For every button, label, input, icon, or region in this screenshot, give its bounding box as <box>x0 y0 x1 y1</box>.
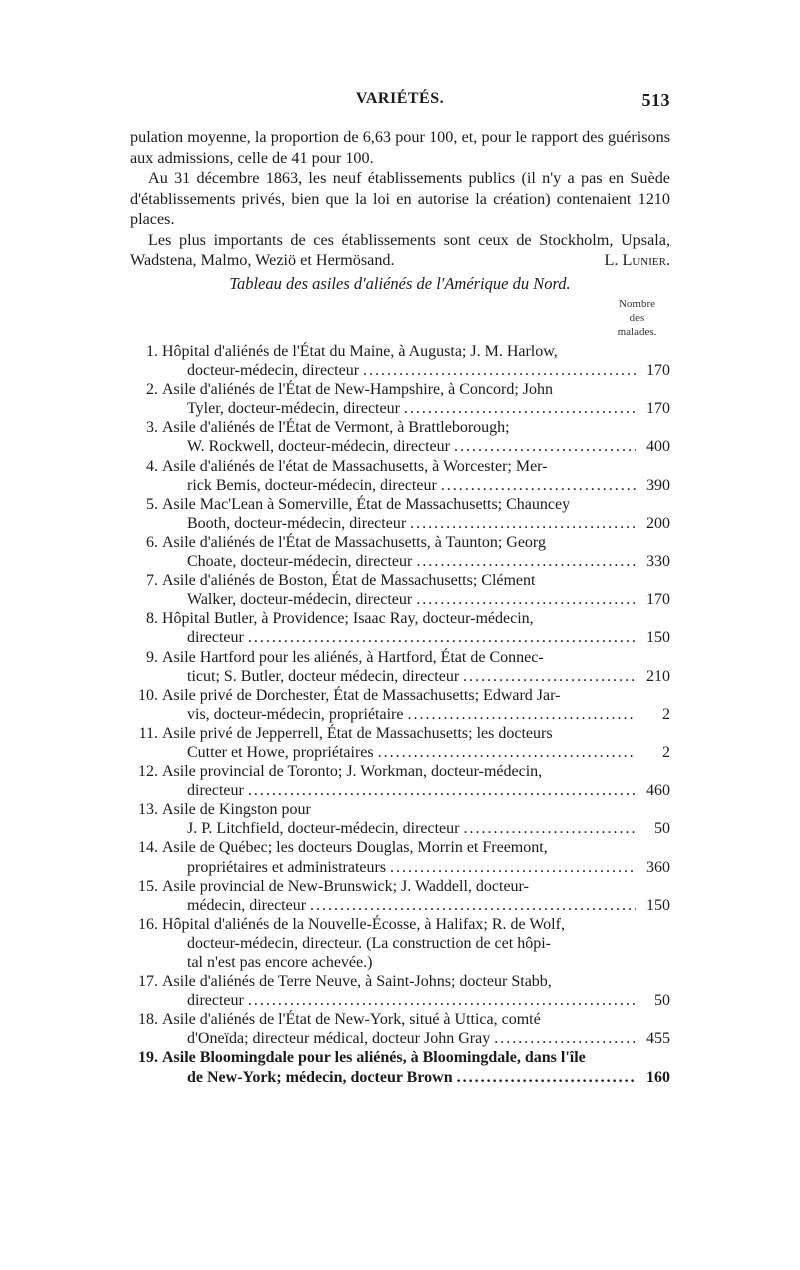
entry-text: directeur <box>187 629 244 647</box>
entry-last-line <box>162 743 670 762</box>
entry-text: Hôpital Butler, à Providence; Isaac Ray, docteur-médecin, <box>162 610 534 628</box>
entry-number: 7. <box>146 572 158 590</box>
entry-number: 14. <box>138 839 158 857</box>
patient-count: 360 <box>646 858 670 876</box>
list-item <box>130 342 670 380</box>
entry-text: rick Bemis, docteur-médecin, directeur <box>187 476 437 494</box>
entry-text: Asile Mac'Lean à Somerville, État de Massachusetts; Chauncey <box>162 495 571 513</box>
entry-text: ticut; S. Butler, docteur médecin, directeur <box>187 667 460 685</box>
entry-number: 10. <box>138 686 158 704</box>
entry-text: Asile d'aliénés de Boston, État de Massachusetts; Clément <box>162 572 536 590</box>
column-header-line: malades. <box>617 326 657 338</box>
list-item <box>130 762 670 800</box>
entry-last-line <box>162 628 670 647</box>
entry-last-line <box>162 667 670 686</box>
patient-count: 150 <box>646 629 670 647</box>
entry-text: tal n'est pas encore achevée.) <box>187 954 373 971</box>
column-header-line: Nombre <box>618 298 656 310</box>
asylum-list <box>130 342 670 1087</box>
patient-count: 460 <box>646 782 670 800</box>
list-item <box>130 609 670 647</box>
entry-text: Asile Bloomingdale pour les aliénés, à Bloomingdale, dans l'île <box>162 1049 586 1067</box>
leader-dots <box>441 476 636 495</box>
patient-count: 2 <box>662 705 670 723</box>
leader-dots <box>248 781 636 800</box>
list-item <box>130 972 670 1010</box>
entry-last-line <box>162 1029 670 1048</box>
leader-dots <box>310 896 636 915</box>
entry-number: 4. <box>146 457 158 475</box>
entry-text: Asile de Québec; les docteurs Douglas, Morrin et Freemont, <box>162 839 548 857</box>
entry-number: 16. <box>138 915 158 933</box>
list-item <box>130 838 670 876</box>
leader-dots <box>248 628 636 647</box>
entry-text: Asile provincial de Toronto; J. Workman, docteur-médecin, <box>162 763 543 781</box>
leader-dots <box>407 705 636 724</box>
patient-count: 160 <box>646 1068 670 1086</box>
entry-text: médecin, directeur <box>187 896 307 914</box>
list-item <box>130 800 670 838</box>
leader-dots <box>390 858 636 877</box>
entry-last-line <box>162 399 670 418</box>
column-header <box>602 297 672 339</box>
paragraph-text: Les plus importants de ces établissements sont ceux de Stockholm, Upsala, Wadstena, Malmo, Weziö et Hermösand. <box>130 230 670 269</box>
entry-text: Cutter et Howe, propriétaires <box>187 743 374 761</box>
entry-last-line <box>162 896 670 915</box>
patient-count: 50 <box>654 992 670 1010</box>
entry-number: 15. <box>138 877 158 895</box>
column-header-line: des <box>629 312 645 324</box>
entry-text: Asile d'aliénés de l'État de Massachusetts, à Taunton; Georg <box>162 533 546 551</box>
entry-last-line <box>162 514 670 533</box>
list-item <box>130 533 670 571</box>
entry-text: Walker, docteur-médecin, directeur <box>187 591 413 609</box>
leader-dots <box>404 399 636 418</box>
author-signature: L. Lunier. <box>604 251 670 269</box>
entry-last-line <box>162 705 670 724</box>
list-item <box>130 686 670 724</box>
running-title: VARIÉTÉS. <box>355 90 445 107</box>
entry-text: docteur-médecin, directeur. (La construction de cet hôpi- <box>187 934 551 952</box>
leader-dots <box>463 667 636 686</box>
entry-last-line <box>162 437 670 456</box>
leader-dots <box>363 361 636 380</box>
list-item <box>130 724 670 762</box>
table-title: Tableau des asiles d'aliénés de l'Amérique du Nord. <box>229 274 571 293</box>
entry-number: 18. <box>138 1011 158 1029</box>
entry-number: 2. <box>146 381 158 399</box>
entry-last-line <box>162 476 670 495</box>
running-head <box>130 90 670 114</box>
list-item <box>130 877 670 915</box>
page-number: 513 <box>641 90 670 110</box>
entry-number: 17. <box>138 973 158 991</box>
entry-text: Asile de Kingston pour <box>162 801 311 819</box>
entry-number: 3. <box>146 419 158 437</box>
patient-count: 210 <box>646 667 670 685</box>
entry-number: 8. <box>146 610 158 628</box>
entry-text: Asile d'aliénés de Terre Neuve, à Saint-Johns; docteur Stabb, <box>162 973 552 991</box>
leader-dots <box>457 1068 636 1087</box>
patient-count: 2 <box>662 743 670 761</box>
entry-text: Choate, docteur-médecin, directeur <box>187 553 413 571</box>
list-item <box>130 457 670 495</box>
patient-count: 170 <box>646 591 670 609</box>
leader-dots <box>416 590 636 609</box>
patient-count: 400 <box>646 438 670 456</box>
entry-number: 12. <box>138 763 158 781</box>
entry-number: 1. <box>146 343 158 360</box>
entry-text: Hôpital d'aliénés de l'État du Maine, à Augusta; J. M. Harlow, <box>162 343 558 360</box>
entry-last-line <box>162 819 670 838</box>
list-item <box>130 648 670 686</box>
list-item <box>130 1010 670 1048</box>
patient-count: 390 <box>646 476 670 494</box>
entry-number: 11. <box>138 724 158 742</box>
list-item <box>130 915 670 972</box>
entry-number: 5. <box>146 495 158 513</box>
entry-number: 6. <box>146 533 158 551</box>
leader-dots <box>416 552 636 571</box>
patient-count: 200 <box>646 514 670 532</box>
patient-count: 50 <box>654 820 670 838</box>
entry-last-line <box>162 552 670 571</box>
list-item <box>130 1048 670 1086</box>
paragraph <box>130 230 670 271</box>
body-text <box>130 127 670 271</box>
entry-text: W. Rockwell, docteur-médecin, directeur <box>187 438 450 456</box>
entry-text: Asile privé de Jepperrell, État de Massachusetts; les docteurs <box>162 724 553 742</box>
entry-text: Asile d'aliénés de l'État de New-Hampshire, à Concord; John <box>162 381 553 399</box>
paragraph: Au 31 décembre 1863, les neuf établissements publics (il n'y a pas en Suède d'établissements privés, bien que la loi en autorise la création) contenaient 1210 places. <box>130 169 670 228</box>
entry-text: Hôpital d'aliénés de la Nouvelle-Écosse, à Halifax; R. de Wolf, <box>162 915 565 933</box>
entry-text: Asile Hartford pour les aliénés, à Hartford, État de Connec- <box>162 648 544 666</box>
patient-count: 455 <box>646 1030 670 1048</box>
list-item <box>130 495 670 533</box>
entry-text: Asile d'aliénés de l'état de Massachusetts, à Worcester; Mer- <box>162 457 548 475</box>
entry-number: 13. <box>138 801 158 819</box>
entry-last-line <box>162 858 670 877</box>
entry-text: Asile d'aliénés de l'État de New-York, situé à Uttica, comté <box>162 1011 541 1029</box>
leader-dots <box>494 1029 636 1048</box>
entry-number: 9. <box>146 648 158 666</box>
entry-text: Asile privé de Dorchester, État de Massachusetts; Edward Jar- <box>162 686 561 704</box>
leader-dots <box>248 991 636 1010</box>
leader-dots <box>378 743 636 762</box>
leader-dots <box>463 819 636 838</box>
entry-text: docteur-médecin, directeur <box>187 362 360 380</box>
entry-text: directeur <box>187 782 244 800</box>
entry-text: Tyler, docteur-médecin, directeur <box>187 400 400 418</box>
list-item <box>130 571 670 609</box>
leader-dots <box>410 514 636 533</box>
entry-text: J. P. Litchfield, docteur-médecin, directeur <box>187 820 460 838</box>
list-item <box>130 380 670 418</box>
entry-last-line <box>162 590 670 609</box>
entry-text: directeur <box>187 992 244 1010</box>
entry-text: de New-York; médecin, docteur Brown <box>187 1068 453 1086</box>
entry-text: Asile d'aliénés de l'État de Vermont, à Brattleborough; <box>162 419 510 437</box>
entry-text: Asile provincial de New-Brunswick; J. Waddell, docteur- <box>162 877 529 895</box>
patient-count: 170 <box>646 362 670 380</box>
patient-count: 330 <box>646 553 670 571</box>
entry-text: vis, docteur-médecin, propriétaire <box>187 705 404 723</box>
patient-count: 150 <box>646 896 670 914</box>
entry-last-line <box>162 1068 670 1087</box>
entry-text: d'Oneïda; directeur médical, docteur John Gray <box>187 1030 491 1048</box>
patient-count: 170 <box>646 400 670 418</box>
entry-number: 19. <box>138 1049 158 1067</box>
entry-text: Booth, docteur-médecin, directeur <box>187 514 407 532</box>
entry-last-line <box>162 991 670 1010</box>
paragraph: pulation moyenne, la proportion de 6,63 pour 100, et, pour le rapport des guérisons aux admissions, celle de 41 pour 100. <box>130 128 670 167</box>
entry-text: propriétaires et administrateurs <box>187 858 387 876</box>
leader-dots <box>454 437 636 456</box>
list-item <box>130 418 670 456</box>
entry-last-line <box>162 781 670 800</box>
entry-last-line <box>162 361 670 380</box>
